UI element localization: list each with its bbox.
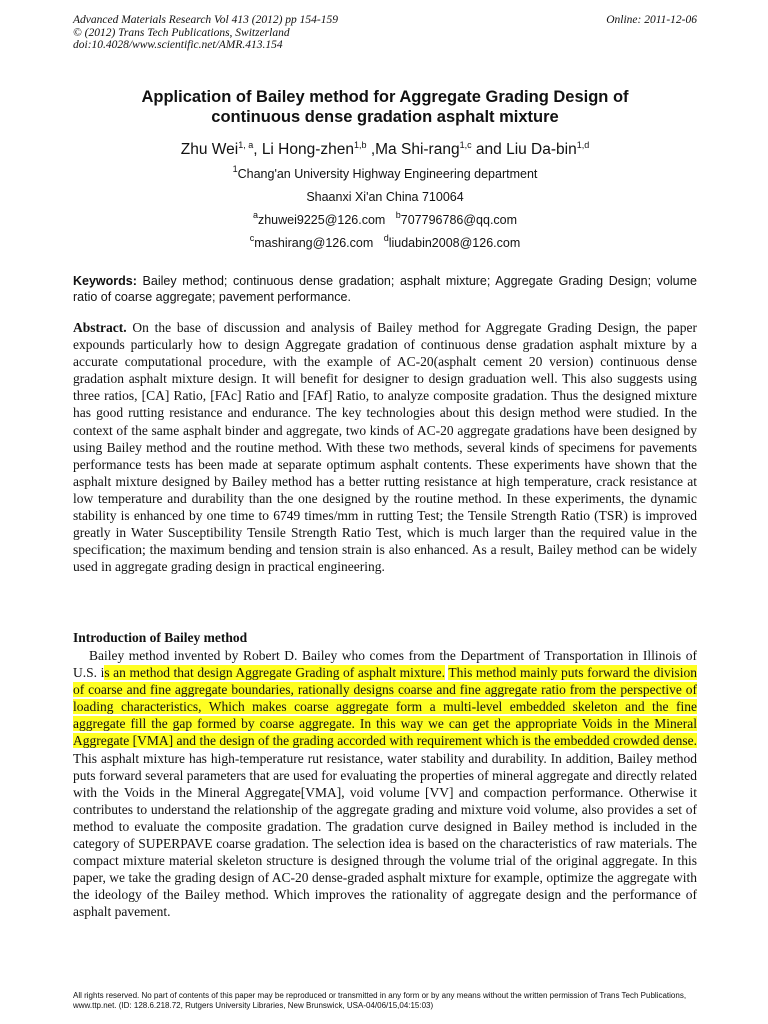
affiliation-text: Chang'an University Highway Engineering department xyxy=(237,167,538,181)
email-sup: b xyxy=(395,210,401,220)
copyright-footer: All rights reserved. No part of contents of this paper may be reproduced or transmitted in any form or by any means without the written permission of Trans Tech Publications, www.ttp.net. (ID: 128.6.218.72, Rutgers University Libraries, New Brunswick, USA-04/06/15,04:15:03) xyxy=(73,991,687,1010)
author-name: , Li Hong-zhen xyxy=(253,141,355,158)
email-sup: d xyxy=(383,233,389,243)
paper-title xyxy=(73,87,697,127)
keywords-paragraph xyxy=(73,273,697,305)
highlighted-text: s an method that design Aggregate Grading of asphalt mixture. xyxy=(104,665,445,681)
intro-text: This asphalt mixture has high-temperature rut resistance, water stability and durability. In addition, Bailey method puts forward several parameters that are used for evaluating the properties of mineral aggregate and directly related with the Voids in the Mineral Aggregate[VMA], void volume [VV] and compaction performance. Otherwise it contributes to understand the relationship of the aggregate grading and mixture void volume, also provides a set of method to evaluate the composite gradation. The gradation curve designed in Bailey method is included in the category of SUPERPAVE coarse gradation. The selection idea is based on the characteristics of raw materials. The compact mixture material skeleton structure is designed through the volume trial of the original aggregate. In this paper, we take the grading design of AC-20 dense-graded asphalt mixture for example, optimize the aggregate with the ideology of the Bailey method. Which improves the rationality of aggregate design and the performance of asphalt pavement. xyxy=(73,750,697,920)
email-address: mashirang@126.com xyxy=(254,236,374,250)
email-address: zhuwei9225@126.com xyxy=(257,213,386,227)
section-heading-introduction: Introduction of Bailey method xyxy=(73,630,248,645)
author-sup: 1, a xyxy=(238,140,254,150)
email-line-1 xyxy=(73,212,697,228)
copyright-line: © (2012) Trans Tech Publications, Switzerland xyxy=(73,26,290,39)
email-sup: a xyxy=(252,210,258,220)
email-address: liudabin2008@126.com xyxy=(388,236,521,250)
author-name: and Liu Da-bin xyxy=(471,141,577,158)
highlighted-text: This method mainly puts forward the division of coarse and fine aggregate boundaries, rationally designs coarse and fine aggregate ratio from the perspective of loading characteristics, Which makes coarse aggregate form a multi-level embedded skeleton and the fine aggregate fill the gap formed by coarse aggregate. In this way we can get the appropriate Voids in the Mineral Aggregate [VMA] and the design of the grading accorded with requirement which is the embedded crowded dense. xyxy=(73,665,697,749)
author-name: ,Ma Shi-rang xyxy=(366,141,460,158)
author-list xyxy=(73,140,697,160)
affiliation-line-2: Shaanxi Xi'an China 710064 xyxy=(306,190,464,204)
abstract-paragraph xyxy=(73,319,697,575)
online-date: Online: 2011-12-06 xyxy=(606,14,697,26)
email-line-2 xyxy=(73,235,697,251)
keywords-text: Bailey method; continuous dense gradation; asphalt mixture; Aggregate Grading Design; volume ratio of coarse aggregate; pavement performance. xyxy=(73,274,697,304)
introduction-paragraph xyxy=(73,647,697,921)
affiliation-sup: 1 xyxy=(232,164,238,174)
email-address: 707796786@qq.com xyxy=(400,213,518,227)
journal-line: Advanced Materials Research Vol 413 (2012) pp 154-159 xyxy=(73,14,338,26)
intro-text: Bailey method invented by Robert D. Bailey who comes from the Department of Transportation in Illinois of U.S. i xyxy=(73,648,697,681)
doi-line: doi:10.4028/www.scientific.net/AMR.413.154 xyxy=(73,39,283,51)
abstract-label: Abstract. xyxy=(73,320,127,335)
abstract-text: On the base of discussion and analysis of Bailey method for Aggregate Grading Design, the paper expounds particularly how to design Aggregate gradation of continuous dense gradation asphalt mixture by a accurate computational procedure, with the example of AC-20(asphalt cement 20 version) continuous dense gradation asphalt mixture design. It will benefit for designer to design graduation well. This also suggests using three ratios, [CA] Ratio, [FAc] Ratio and [FAf] Ratio, to analyze composite gradation. Thus the designed mixture has good rutting resistance and endurance. The key technologies about this design method were studied. In the context of the same asphalt binder and aggregate, two kinds of AC-20 aggregate gradations have been designed by using Bailey method and the routine method. With these two methods, several kinds of specimens for pavements performance tests has been made at separate optimum asphalt contents. These experiments have shown that the asphalt mixture designed by Bailey method has a better rutting resistance at high temperature, crack resistance at low temperature and durability than the one designed by the routine method. In these experiments, the dynamic stability is enhanced by one time to 6749 times/mm in rutting Test; the Tensile Strength Ratio (TSR) is improved greatly in Water Susceptibility Tensile Strength Ratio Test, which is much larger than the required value in the specification; the maximum bending and tension strain is also enhanced. As a result, Bailey method can be widely used in aggregate grading design in practical engineering. xyxy=(73,320,697,575)
author-sup: 1,c xyxy=(459,140,472,150)
author-name: Zhu Wei xyxy=(180,141,239,158)
title-line-1: Application of Bailey method for Aggregate Grading Design of xyxy=(141,88,629,106)
publication-header xyxy=(73,14,697,52)
author-sup: 1,d xyxy=(576,140,590,150)
keywords-label: Keywords: xyxy=(73,274,137,288)
title-line-2: continuous dense gradation asphalt mixture xyxy=(211,108,559,126)
author-sup: 1,b xyxy=(354,140,367,150)
email-sup: c xyxy=(249,233,255,243)
affiliation-line-1 xyxy=(73,166,697,182)
